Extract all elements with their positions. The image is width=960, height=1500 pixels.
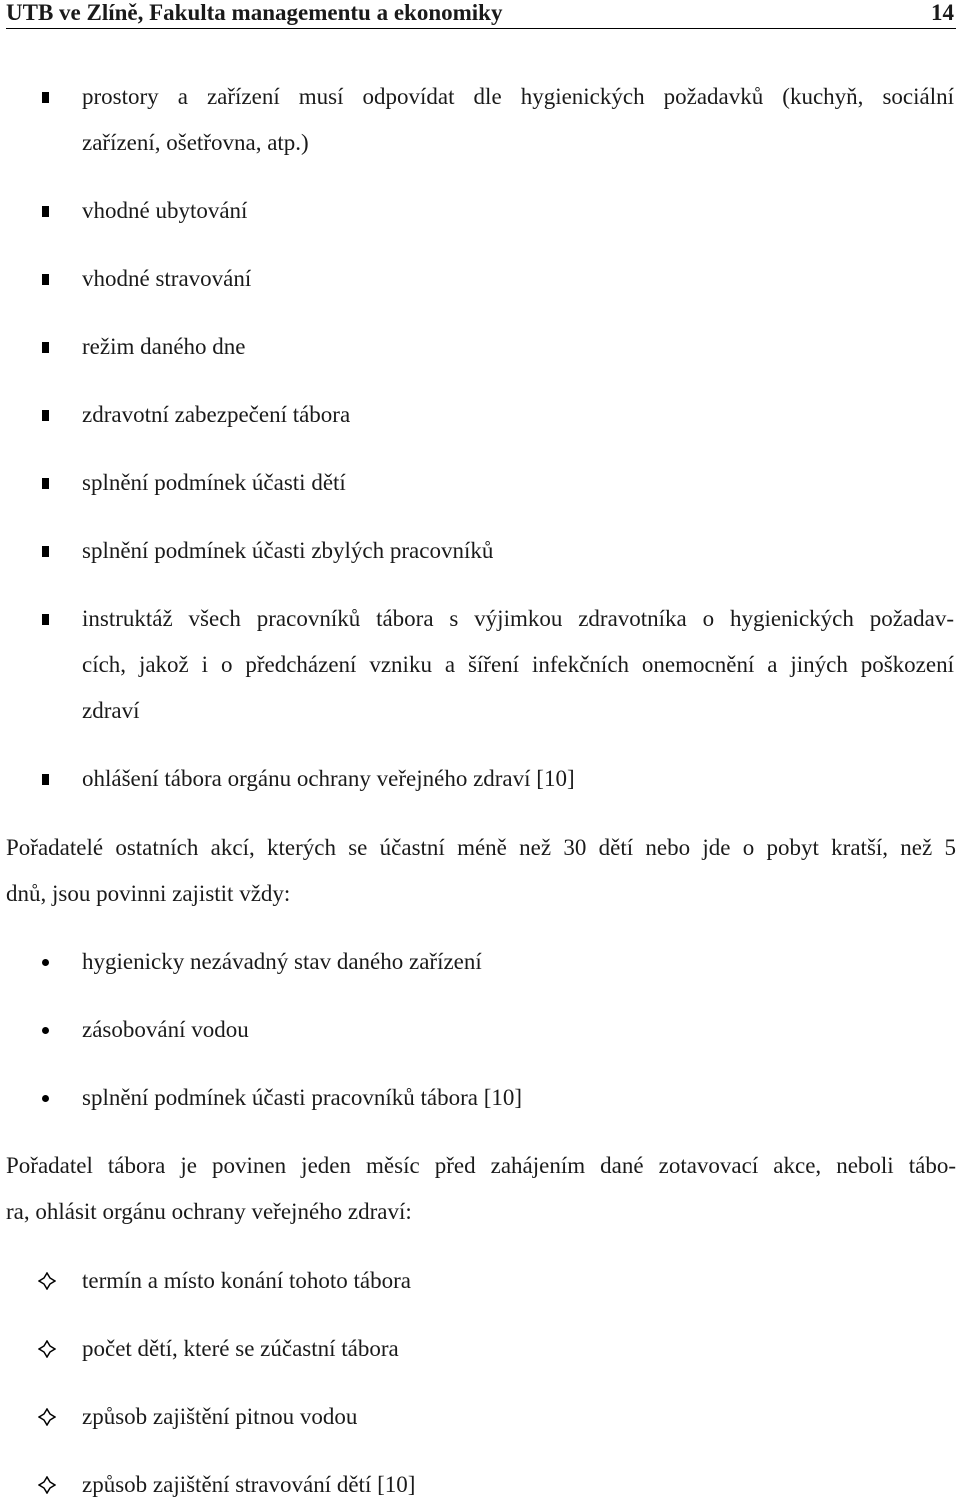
page-number: 14	[931, 0, 954, 25]
square-bullet-icon	[42, 410, 49, 421]
dot-bullet-icon	[42, 959, 49, 966]
list-item-line: cích, jakož i o předcházení vzniku a šíření infekčních onemocnění a jiných poškození	[82, 652, 954, 677]
list-item: způsob zajištění pitnou vodou	[82, 1404, 358, 1429]
diamond-bullet-icon	[38, 1340, 56, 1358]
list-item: hygienicky nezávadný stav daného zařízení	[82, 949, 482, 974]
list-item: počet dětí, které se zúčastní tábora	[82, 1336, 399, 1361]
square-bullet-icon	[42, 546, 49, 557]
list-item: způsob zajištění stravování dětí [10]	[82, 1472, 416, 1497]
paragraph-line: dnů, jsou povinni zajistit vždy:	[6, 881, 291, 906]
square-bullet-icon	[42, 274, 49, 285]
square-bullet-icon	[42, 774, 49, 785]
list-item: splnění podmínek účasti dětí	[82, 470, 346, 495]
list-item: ohlášení tábora orgánu ochrany veřejného zdraví [10]	[82, 766, 575, 791]
list-item-line: zařízení, ošetřovna, atp.)	[82, 130, 309, 155]
dot-bullet-icon	[42, 1095, 49, 1102]
list-item-line: zdraví	[82, 698, 140, 723]
square-bullet-icon	[42, 92, 49, 103]
square-bullet-icon	[42, 478, 49, 489]
list-item: zdravotní zabezpečení tábora	[82, 402, 351, 427]
list-item-line: prostory a zařízení musí odpovídat dle hygienických požadavků (kuchyň, sociální	[82, 84, 954, 109]
list-item: termín a místo konání tohoto tábora	[82, 1268, 411, 1293]
list-item: splnění podmínek účasti zbylých pracovníků	[82, 538, 494, 563]
paragraph-line: Pořadatelé ostatních akcí, kterých se účastní méně než 30 dětí nebo jde o pobyt kratší, než 5	[6, 835, 956, 860]
diamond-bullet-icon	[38, 1408, 56, 1426]
list-item: vhodné ubytování	[82, 198, 248, 223]
list-item-line: instruktáž všech pracovníků tábora s výjimkou zdravotníka o hygienických požadav-	[82, 606, 954, 631]
dot-bullet-icon	[42, 1027, 49, 1034]
list-item: režim daného dne	[82, 334, 246, 359]
square-bullet-icon	[42, 342, 49, 353]
paragraph-line: Pořadatel tábora je povinen jeden měsíc před zahájením dané zotavovací akce, neboli tábo-	[6, 1153, 956, 1178]
header-title: UTB ve Zlíně, Fakulta managementu a ekonomiky	[6, 0, 503, 25]
paragraph-line: ra, ohlásit orgánu ochrany veřejného zdraví:	[6, 1199, 412, 1224]
diamond-bullet-icon	[38, 1476, 56, 1494]
square-bullet-icon	[42, 206, 49, 217]
list-item: splnění podmínek účasti pracovníků tábora [10]	[82, 1085, 523, 1110]
diamond-bullet-icon	[38, 1272, 56, 1290]
list-item: vhodné stravování	[82, 266, 252, 291]
square-bullet-icon	[42, 614, 49, 625]
list-item: zásobování vodou	[82, 1017, 249, 1042]
running-header	[6, 0, 956, 29]
